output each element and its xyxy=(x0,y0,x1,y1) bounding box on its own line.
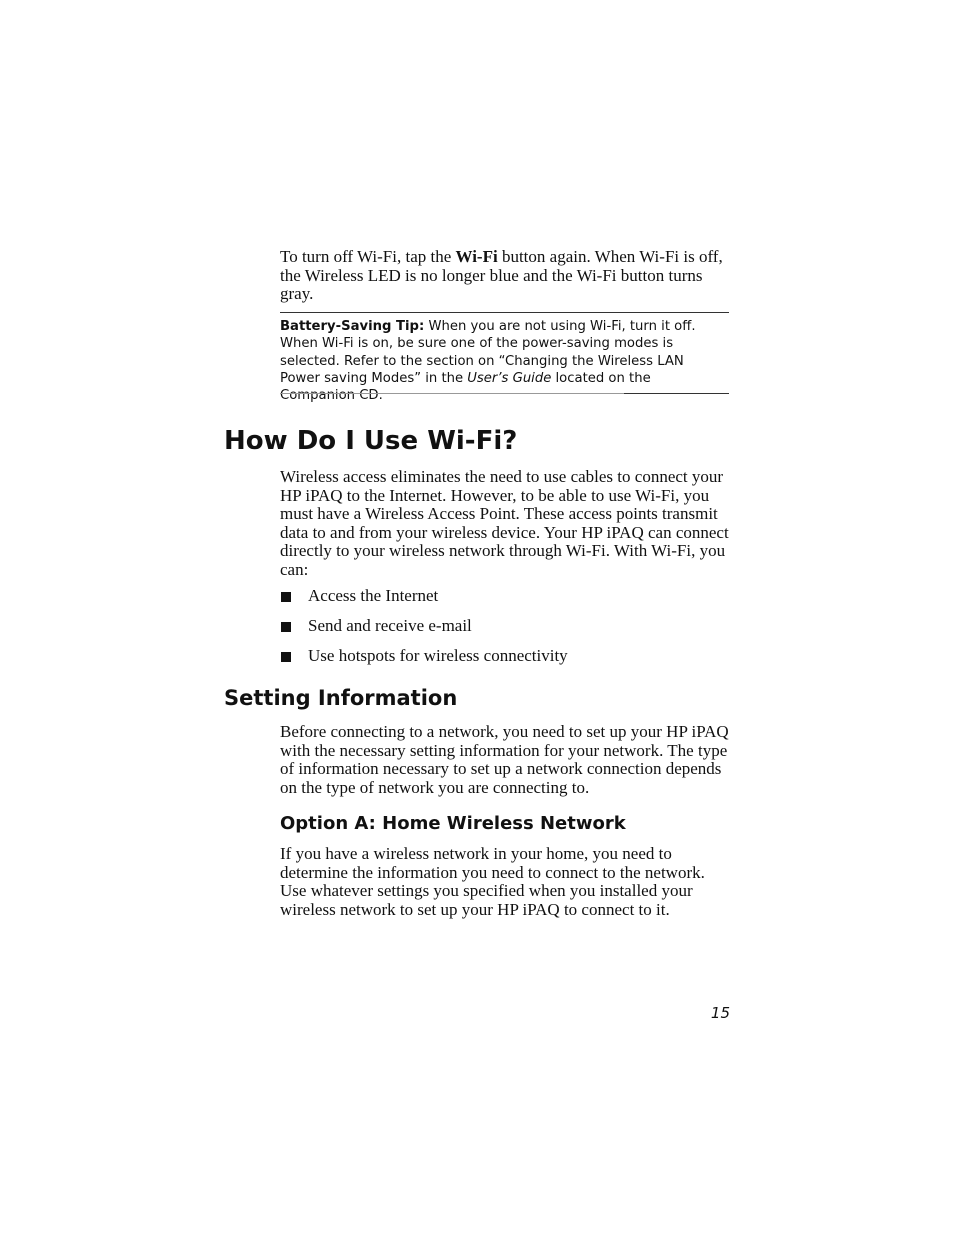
setting-paragraph: Before connecting to a network, you need to set up your HP iPAQ with the necessary setting information for your network. The type of information necessary to set up a network connection depends on the type of network you are connecting to. xyxy=(280,722,729,797)
bullet-text: Use hotspots for wireless connectivity xyxy=(308,646,568,665)
heading-setting-information: Setting Information xyxy=(224,686,458,710)
page-number: 15 xyxy=(710,1004,730,1022)
bullet-text: Access the Internet xyxy=(308,586,439,605)
wifi-button-name: Wi-Fi xyxy=(455,247,498,266)
users-guide-title: User’s Guide xyxy=(467,370,552,386)
intro-text-before: To turn off Wi-Fi, tap the xyxy=(280,247,456,266)
tip-top-rule xyxy=(280,312,729,313)
tip-text-after: located on the Companion CD. xyxy=(280,370,651,404)
wifi-paragraph: Wireless access eliminates the need to use cables to connect your HP iPAQ to the Internet. However, to be able to use Wi-Fi, you must have a Wireless Access Point. These access points transmit data to and from your wireless device. Your HP iPAQ can connect directly to your wireless network through Wi-Fi. With Wi-Fi, you can: xyxy=(280,467,729,579)
list-item xyxy=(280,617,735,647)
tip-bottom-rule-accent xyxy=(624,393,729,394)
intro-paragraph xyxy=(280,248,735,304)
intro-text-after: button again. When Wi-Fi is off, the Wireless LED is no longer blue and the Wi-Fi button turns gray. xyxy=(280,247,723,303)
heading-how-do-i-use-wifi: How Do I Use Wi-Fi? xyxy=(224,426,518,456)
tip-label: Battery-Saving Tip: xyxy=(280,319,425,334)
list-item xyxy=(280,587,735,617)
square-bullet-icon xyxy=(281,592,291,602)
battery-saving-tip-box xyxy=(280,312,729,404)
wifi-bullet-list xyxy=(280,587,735,677)
list-item xyxy=(280,647,735,677)
heading-option-a: Option A: Home Wireless Network xyxy=(280,813,626,834)
tip-text-before: When you are not using Wi-Fi, turn it off. When Wi-Fi is on, be sure one of the power-saving modes is selected. Refer to the section on “Changing the Wireless LAN Power saving Modes” in the xyxy=(280,319,696,386)
option-a-paragraph: If you have a wireless network in your home, you need to determine the information you need to connect to the network. Use whatever settings you specified when you installed your wireless network to set up your HP iPAQ to connect to it. xyxy=(280,844,705,919)
square-bullet-icon xyxy=(281,652,291,662)
square-bullet-icon xyxy=(281,622,291,632)
bullet-text: Send and receive e-mail xyxy=(308,616,472,635)
tip-text xyxy=(280,318,700,404)
